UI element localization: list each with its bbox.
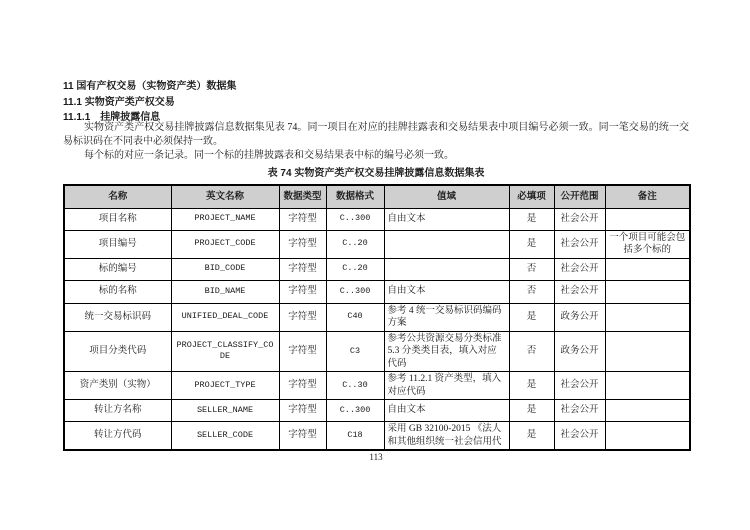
paragraph-intro: 实物资产类产权交易挂牌披露信息数据集见表 74。同一项目在对应的挂牌挂露表和交易结果表中项目编号必须一致。同一笔交易的统一交易标识码在不同表中必须保持一致。 — [63, 122, 689, 148]
cell-value-range: 自由文本 — [384, 280, 509, 303]
cell-public-scope: 社会公开 — [554, 230, 605, 258]
cell-required: 是 — [509, 400, 554, 422]
cell-value-range: 参考 4 统一交易标识码编码方案 — [384, 303, 509, 331]
cell-remark — [605, 422, 690, 451]
cell-public-scope: 社会公开 — [554, 258, 605, 280]
column-header-name: 名称 — [64, 185, 171, 208]
heading-section-11-1: 11.1 实物资产类产权交易 — [63, 97, 175, 108]
cell-required: 否 — [509, 280, 554, 303]
cell-data-type: 字符型 — [279, 280, 326, 303]
cell-public-scope: 政务公开 — [554, 303, 605, 331]
table-header-row — [64, 185, 690, 208]
cell-required: 是 — [509, 303, 554, 331]
table-row — [64, 422, 690, 451]
cell-data-format: C18 — [326, 422, 384, 451]
cell-data-format: C..30 — [326, 372, 384, 400]
cell-data-type: 字符型 — [279, 400, 326, 422]
heading-section-11: 11 国有产权交易（实物资产类）数据集 — [63, 81, 237, 92]
table-caption: 表 74 实物资产类产权交易挂牌披露信息数据集表 — [267, 168, 485, 179]
cell-name: 项目编号 — [64, 230, 171, 258]
cell-data-type: 字符型 — [279, 422, 326, 451]
cell-public-scope: 社会公开 — [554, 208, 605, 230]
cell-remark — [605, 400, 690, 422]
cell-data-type: 字符型 — [279, 258, 326, 280]
cell-value-range — [384, 230, 509, 258]
table-row — [64, 400, 690, 422]
cell-name: 转让方名称 — [64, 400, 171, 422]
cell-data-format: C..300 — [326, 400, 384, 422]
cell-public-scope: 社会公开 — [554, 280, 605, 303]
cell-value-range — [384, 258, 509, 280]
column-header-remark: 备注 — [605, 185, 690, 208]
cell-name: 标的编号 — [64, 258, 171, 280]
cell-name: 项目名称 — [64, 208, 171, 230]
table-row — [64, 372, 690, 400]
cell-required: 是 — [509, 208, 554, 230]
cell-data-format: C..300 — [326, 280, 384, 303]
cell-remark — [605, 303, 690, 331]
cell-remark — [605, 331, 690, 372]
cell-data-format: C..300 — [326, 208, 384, 230]
cell-data-type: 字符型 — [279, 230, 326, 258]
cell-public-scope: 社会公开 — [554, 400, 605, 422]
cell-remark — [605, 372, 690, 400]
cell-data-type: 字符型 — [279, 372, 326, 400]
page-number: 113 — [369, 452, 383, 462]
table-row — [64, 331, 690, 372]
cell-name: 项目分类代码 — [64, 331, 171, 372]
table-row — [64, 303, 690, 331]
cell-data-type: 字符型 — [279, 208, 326, 230]
column-header-public-scope: 公开范围 — [554, 185, 605, 208]
cell-name: 统一交易标识码 — [64, 303, 171, 331]
cell-data-format: C3 — [326, 331, 384, 372]
cell-remark — [605, 208, 690, 230]
cell-name: 资产类别（实物） — [64, 372, 171, 400]
cell-english-name: BID_NAME — [171, 280, 279, 303]
column-header-value-range: 值域 — [384, 185, 509, 208]
cell-value-range: 参考公共资源交易分类标准 5.3 分类类目表，填入对应代码 — [384, 331, 509, 372]
cell-value-range: 采用 GB 32100-2015 《法人和其他组织统一社会信用代 — [384, 422, 509, 451]
column-header-required: 必填项 — [509, 185, 554, 208]
column-header-english-name: 英文名称 — [171, 185, 279, 208]
table-row — [64, 208, 690, 230]
cell-name: 转让方代码 — [64, 422, 171, 451]
cell-remark — [605, 258, 690, 280]
cell-english-name: PROJECT_CODE — [171, 230, 279, 258]
paragraph-record-note: 每个标的对应一条记录。同一个标的挂牌披露表和交易结果表中标的编号必须一致。 — [84, 150, 454, 161]
cell-data-type: 字符型 — [279, 303, 326, 331]
cell-english-name: SELLER_CODE — [171, 422, 279, 451]
cell-required: 否 — [509, 331, 554, 372]
dataset-table — [63, 184, 691, 451]
cell-public-scope: 政务公开 — [554, 331, 605, 372]
cell-english-name: SELLER_NAME — [171, 400, 279, 422]
cell-data-type: 字符型 — [279, 331, 326, 372]
cell-english-name: PROJECT_CLASSIFY_CODE — [171, 331, 279, 372]
cell-english-name: PROJECT_NAME — [171, 208, 279, 230]
cell-required: 否 — [509, 258, 554, 280]
table-row — [64, 280, 690, 303]
table-row — [64, 258, 690, 280]
cell-required: 是 — [509, 372, 554, 400]
cell-data-format: C..20 — [326, 230, 384, 258]
cell-public-scope: 社会公开 — [554, 372, 605, 400]
cell-data-format: C40 — [326, 303, 384, 331]
cell-data-format: C..20 — [326, 258, 384, 280]
cell-remark: 一个项目可能会包括多个标的 — [605, 230, 690, 258]
cell-required: 是 — [509, 230, 554, 258]
cell-english-name: PROJECT_TYPE — [171, 372, 279, 400]
heading-section-11-1-1: 11.1.1 挂牌披露信息 — [63, 112, 161, 123]
table-row — [64, 230, 690, 258]
column-header-data-type: 数据类型 — [279, 185, 326, 208]
column-header-data-format: 数据格式 — [326, 185, 384, 208]
cell-value-range: 参考 11.2.1 资产类型，填入对应代码 — [384, 372, 509, 400]
cell-required: 是 — [509, 422, 554, 451]
cell-public-scope: 社会公开 — [554, 422, 605, 451]
cell-remark — [605, 280, 690, 303]
cell-english-name: UNIFIED_DEAL_CODE — [171, 303, 279, 331]
cell-name: 标的名称 — [64, 280, 171, 303]
cell-value-range: 自由文本 — [384, 400, 509, 422]
cell-english-name: BID_CODE — [171, 258, 279, 280]
cell-value-range: 自由文本 — [384, 208, 509, 230]
